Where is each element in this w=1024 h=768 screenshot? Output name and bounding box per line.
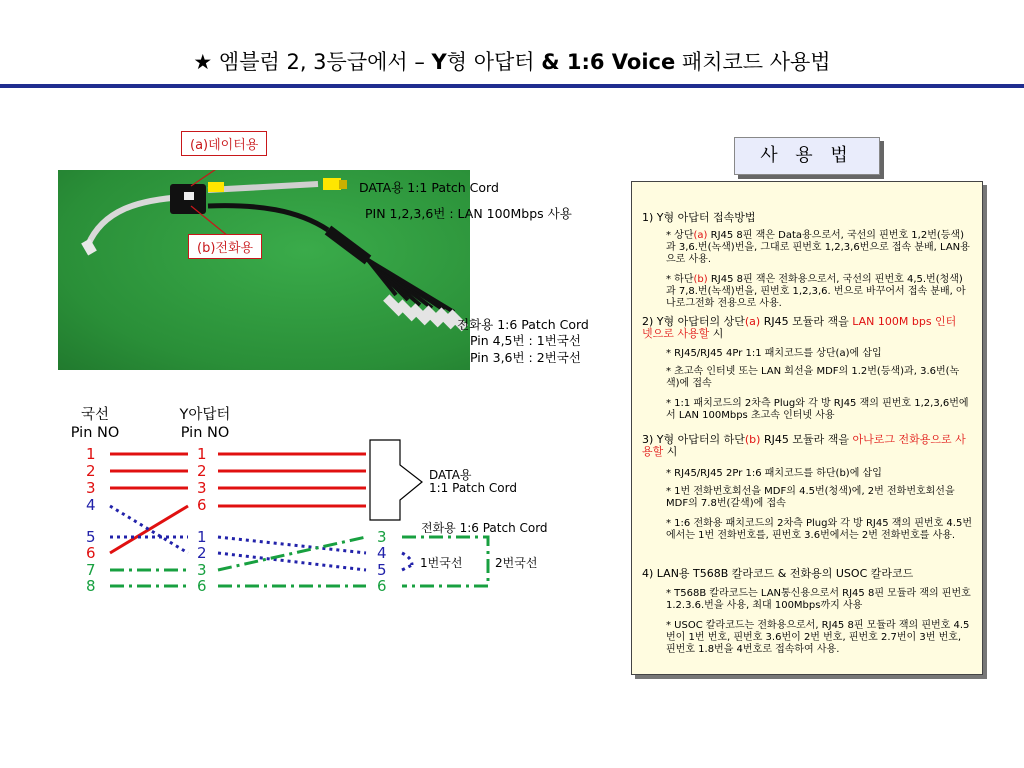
section-3-bullet-1: * RJ45/RJ45 2Pr 1:6 패치코드를 하단(b)에 삽입 [666,468,882,479]
section-3-heading: 3) Y형 아답터의 하단(b) RJ45 모듈라 잭을 아나로그 전화용으로 사용할 시 [642,433,966,459]
trunk-pin-3: 3 [86,479,96,497]
adapter-pin-7: 3 [197,561,207,579]
section-2-heading: 2) Y형 아답터의 상단(a) RJ45 모듈라 잭을 LAN 100M bps 인터넷으로 사용할 시 [642,315,957,341]
adapter-pin-6: 2 [197,544,207,562]
adapter-pin-1: 1 [197,445,207,463]
trunk-pin-7: 7 [86,561,96,579]
line1-bracket [402,553,412,565]
voice-cord-diagram-label: 전화용 1:6 Patch Cord [421,521,548,535]
data-pins-label: PIN 1,2,3,6번 : LAN 100Mbps 사용 [365,206,572,221]
wire-out-line2a [218,537,366,570]
adapter-pin-8: 6 [197,577,207,595]
section-2-bullet-3: * 1:1 패치코드의 2차측 Plug와 각 방 RJ45 잭의 핀번호 1,2,3,6번에서 LAN 100Mbps 초고속 인터넷 사용 [666,398,969,422]
trunk-pin-8: 8 [86,577,96,595]
output-pin-7: 5 [377,561,387,579]
section-4-bullet-1: * T568B 칼라코드는 LAN통신용으로서 RJ45 8핀 모듈라 잭의 핀번호 1.2.3.6.번을 사용, 최대 100Mbps까지 사용 [666,588,971,612]
adapter-pin-2: 2 [197,462,207,480]
adapter-pin-4: 6 [197,496,207,514]
arrow-label-1: DATA용 [429,468,472,482]
usage-title: 사 용 법 [734,137,880,175]
section-3-bullet-3: * 1:6 전화용 패치코드의 2차측 Plug와 각 방 RJ45 잭의 핀번호 4.5번에서는 1번 전화번호를, 핀번호 3.6번에서는 2번 전화번호를 사용. [666,518,972,542]
voice-pin1-label: Pin 4,5번 : 1번국선 [470,333,581,348]
section-1-heading: 1) Y형 아답터 접속방법 [642,211,756,224]
col-adapter-heading: Y아답터 Pin NO [179,407,231,441]
wire-out-line1a [218,537,366,553]
section-2-bullet-1: * RJ45/RJ45 4Pr 1:1 패치코드를 상단(a)에 삽입 [666,348,882,359]
output-pin-8: 6 [377,577,387,595]
arrow-label-2: 1:1 Patch Cord [429,481,517,495]
section-4-bullet-2: * USOC 칼라코드는 전화용으로서, RJ45 8핀 모듈라 잭의 핀번호 4.5번이 1번 번호, 핀번호 3.6번이 2번 번호, 핀번호 2.7번이 3번 번호, 핀번호 1.8번을 4번호로 접속하여 사용. [666,620,970,656]
section-1-bullet-2: * 하단(b) RJ45 8핀 잭은 전화용으로서, 국선의 핀번호 4,5.번(청색) 과 7,8.번(녹색)번을, 핀번호 1,2,3,6. 번으로 바꾸어서 접속 분배, 아나로그전화 전용으로 사용. [666,274,966,310]
trunk-pin-4: 4 [86,496,96,514]
trunk-pin-6: 6 [86,544,96,562]
line1-label: 1번국선 [420,556,463,570]
section-1-bullet-1: * 상단(a) RJ45 8핀 잭은 Data용으로서, 국선의 핀번호 1,2번(등색) 과 3,6.번(녹색)번을, 그대로 핀번호 1,2,3,6번으로 접속 분배, LAN용으로 사용. [666,230,970,266]
page-title: ★ 엠블럼 2, 3등급에서 – Y형 아답터 & 1:6 Voice 패치코드 사용법 [193,50,831,74]
adapter-pin-3: 3 [197,479,207,497]
adapter-pin-5: 1 [197,528,207,546]
section-4-heading: 4) LAN용 T568B 칼라코드 & 전화용의 USOC 칼라코드 [642,567,914,580]
data-arrow-icon [370,440,422,520]
section-3-bullet-2: * 1번 전화번호회선을 MDF의 4.5번(청색)에, 2번 전화번호회선을 MDF의 7.8번(갈색)에 접속 [666,486,955,510]
col-trunk-heading: 국선 Pin NO [70,407,120,441]
callout-voice: (b)전화용 [188,234,262,259]
trunk-pin-2: 2 [86,462,96,480]
voice-pin2-label: Pin 3,6번 : 2번국선 [470,350,581,365]
output-pin-5: 3 [377,528,387,546]
star-icon: ★ [193,50,213,74]
trunk-pin-1: 1 [86,445,96,463]
line2-label: 2번국선 [495,556,538,570]
wire-out-line1b [218,553,366,570]
section-2-bullet-2: * 초고속 인터넷 또는 LAN 회선을 MDF의 1.2번(등색)과, 3.6번(녹색)에 접속 [666,366,960,390]
voice-cord-label: 전화용 1:6 Patch Cord [457,317,589,332]
callout-data: (a)데이터용 [181,131,267,156]
output-pin-6: 4 [377,544,387,562]
trunk-pin-5: 5 [86,528,96,546]
data-cord-label: DATA용 1:1 Patch Cord [359,180,499,195]
